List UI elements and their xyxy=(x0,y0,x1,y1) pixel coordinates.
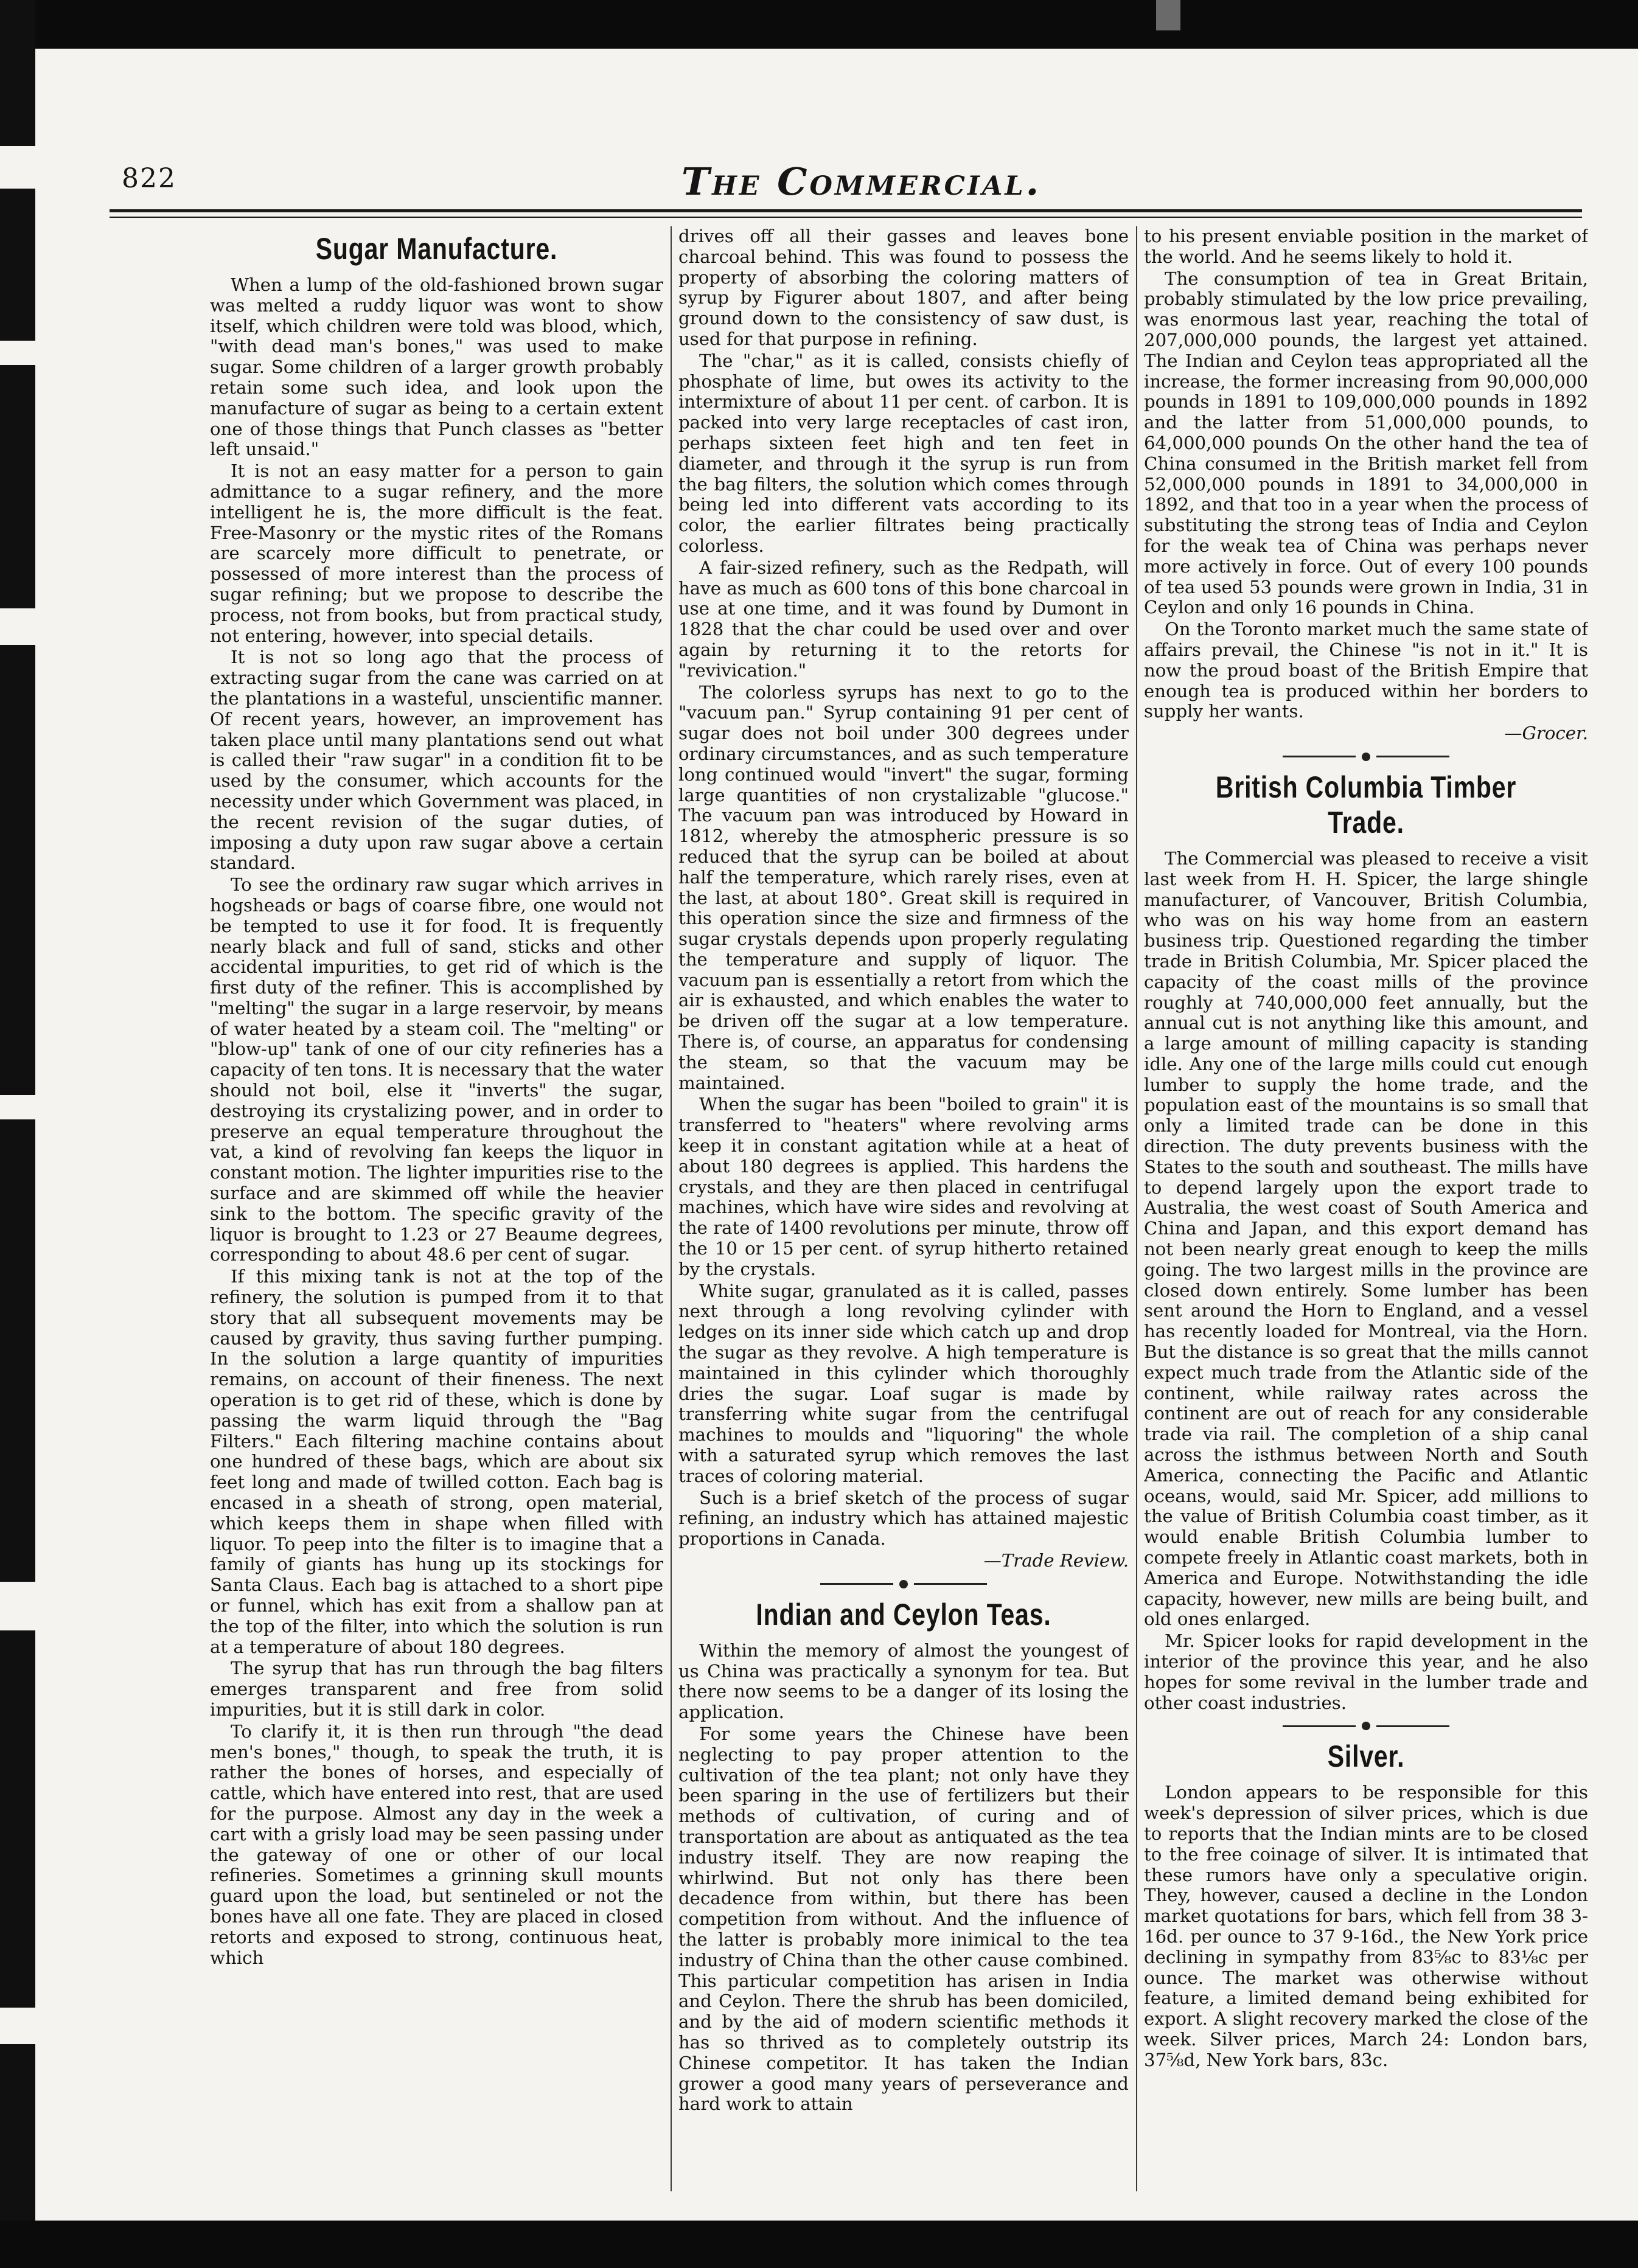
column-3 xyxy=(1144,226,1588,2191)
article-paragraph: The "char," as it is called, consists chiefly of phosphate of lime, but owes its activity to the intermixture of about 11 per cent. of carbon. It is packed into very large receptacles of cast iron, perhaps sixteen feet high and ten feet in diameter, and through it the syrup is run from the bag filters, the solution which comes through being led into different vats according to its color, the earlier filtrates being practically colorless. xyxy=(678,350,1129,556)
article-title: Sugar Manufacture. xyxy=(315,232,558,266)
article-paragraph: On the Toronto market much the same state of affairs prevail, the Chinese "is not in it." It is now the proud boast of the British Empire that enough tea is produced within her borders to supply her wants. xyxy=(1144,619,1588,722)
column-1 xyxy=(210,226,663,2191)
page-number: 822 xyxy=(122,163,176,194)
scan-border-top xyxy=(0,0,1638,49)
article-paragraph: To clarify it, it is then run through "the dead men's bones," though, to speak the truth, it is rather the bones of horses, and especially of cattle, which have entered into rest, that are used for the purpose. Almost any day in the week a cart with a grisly load may be seen passing under the gateway of one or other of our local refineries. Sometimes a grinning skull mounts guard upon the load, but sentineled or not the bones have all one fate. They are placed in closed retorts and exposed to strong, continuous heat, which xyxy=(210,1720,663,1968)
article-paragraph: It is not an easy matter for a person to gain admittance to a sugar refinery, and the more intelligent he is, the more difficult is the feat. Free-Masonry or the mystic rites of the Romans are scarcely more difficult to penetrate, or possessed of more interest than the process of sugar refining; but we propose to describe the process, not from books, but from practical study, not entering, however, into special details. xyxy=(210,461,663,646)
article-paragraph: A fair-sized refinery, such as the Redpath, will have as much as 600 tons of this bone charcoal in use at one time, and it was found by Dumont in 1828 that the char could be used over and over again by returning it to the retorts for "revivication." xyxy=(678,557,1129,681)
header-rule xyxy=(110,209,1582,212)
article-title: British Columbia Timber Trade. xyxy=(1215,770,1517,840)
masthead: The Commercial. xyxy=(681,159,1042,204)
article-paragraph: The syrup that has run through the bag filters emerges transparent and free from solid impurities, but it is still dark in color. xyxy=(210,1658,663,1720)
article-source: —Grocer. xyxy=(1504,723,1588,744)
scan-gap xyxy=(0,1095,35,1119)
scan-border-bottom xyxy=(0,2221,1638,2268)
scan-gap xyxy=(0,2008,35,2044)
article-paragraph: To see the ordinary raw sugar which arrives in hogsheads or bags of coarse fibre, one would not be tempted to use it for food. It is frequently nearly black and full of sand, sticks and other accidental impurities, to get rid of which is the first duty of the refiner. This is accomplished by "melting" the sugar in a large reservoir, by means of water heated by a steam coil. The "melting" or "blow-up" tank of one of our city refineries has a capacity of ten tons. It is necessary that the water should not boil, else it "inverts" the sugar, destroying its crystalizing power, and in order to preserve an equal temperature throughout the vat, a kind of revolving fan keeps the liquor in constant motion. The lighter impurities rise to the surface and are skimmed off while the heavier sink to the bottom. The specific gravity of the liquor is brought to 1.23 or 27 Beaume degrees, corresponding to about 48.6 per cent of sugar. xyxy=(210,874,663,1265)
article-paragraph: drives off all their gasses and leaves bone charcoal behind. This was found to possess the property of absorbing the coloring matters of syrup by Figurer about 1807, and after being ground down to the consistency of saw dust, is used for that purpose in refining. xyxy=(678,226,1129,349)
article-paragraph: London appears to be responsible for this week's depression of silver prices, which is due to reports that the Indian mints are to be closed to the free coinage of silver. It is intimated that these rumors have only a speculative origin. They, however, caused a decline in the London market quotations for bars, which fell from 38 3-16d. per ounce to 37 9-16d., the New York price declining in sympathy from 83⅝c to 83⅛c per ounce. The market was otherwise without feature, a limited demand being exhibited for export. A slight recovery marked the close of the week. Silver prices, March 24: London bars, 37⅝d, New York bars, 83c. xyxy=(1144,1782,1588,2070)
scan-gap xyxy=(0,341,35,365)
section-separator xyxy=(678,1580,1129,1588)
article-paragraph: If this mixing tank is not at the top of the refinery, the solution is pumped from it to that story that all subsequent movements may be caused by gravity, thus saving further pumping. In the solution a large quantity of impurities remains, on account of their fineness. The next operation is to get rid of these, which is done by passing the warm liquid through the "Bag Filters." Each filtering machine contains about one hundred of these bags, which are about six feet long and made of twilled cotton. Each bag is encased in a sheath of strong, open material, which keeps them in shape when filled with liquor. To peep into the filter is to imagine that a family of giants has hung up its stockings for Santa Claus. Each bag is attached to a short pipe or funnel, which has exit from a shallow pan at the top of the filter, into which the solution is run at a temperature of about 180 degrees. xyxy=(210,1266,663,1657)
scan-gap xyxy=(0,146,35,189)
scan-gap xyxy=(0,1582,35,1630)
article-paragraph: The colorless syrups has next to go to the "vacuum pan." Syrup containing 91 per cent of sugar does not boil under 300 degrees under ordinary circumstances, and as such temperature long continued would "invert" the sugar, forming large quantities of non crystalizable "glucose." The vacuum pan was introduced by Howard in 1812, whereby the atmospheric pressure is so reduced that the syrup can be boiled at about half the temperature, which rarely rises, even at the last, at about 180°. Great skill is required in this operation since the size and firmness of the sugar crystals depends upon properly regulating the temperature and supply of liquor. The vacuum pan is essentially a retort from which the air is exhausted, and which enables the water to be driven off the sugar at a low temperature. There is, of course, an apparatus for condensing the steam, so that the vacuum may be maintained. xyxy=(678,681,1129,1093)
article-paragraph: The consumption of tea in Great Britain, probably stimulated by the low price prevailing, was enormous last year, reaching the total of 207,000,000 pounds, the largest yet attained. The Indian and Ceylon teas appropriated all the increase, the former increasing from 90,000,000 pounds in 1891 to 109,000,000 pounds in 1892 and the latter from 51,000,000 pounds, to 64,000,000 pounds On the other hand the tea of China consumed in the British market fell from 52,000,000 pounds in 1891 to 34,000,000 in 1892, and that too in a year when the process of substituting the strong teas of India and Ceylon for the weak tea of China was perhaps never more actively in force. Out of every 100 pounds of tea used 53 pounds were grown in India, 31 in Ceylon and only 16 pounds in China. xyxy=(1144,268,1588,618)
header-rule-thin xyxy=(110,217,1582,218)
article-paragraph: The Commercial was pleased to receive a visit last week from H. H. Spicer, the large shingle manufacturer, of Vancouver, British Columbia, who was on his way home from an eastern business trip. Questioned regarding the timber trade in British Columbia, Mr. Spicer placed the capacity of the coast mills of the province roughly at 740,000,000 feet annually, but the annual cut is not anything like this amount, and a large amount of milling capacity is standing idle. Any one of the large mills could cut enough lumber to supply the home trade, and the population east of the mountains is so small that only a limited trade can be done in this direction. The duty prevents business with the States to the south and southeast. The mills have to depend largely upon the export trade to Australia, the west coast of South America and China and Japan, and this export demand has not been nearly great enough to keep the mills going. The two largest mills in the province are closed down entirely. Some lumber has been sent around the Horn to England, and a vessel has recently loaded for Montreal, via the Horn. But the distance is so great that the mills cannot expect much trade from the Atlantic side of the continent, while railway rates across the continent are out of reach for any considerable trade via rail. The completion of a ship canal across the isthmus between North and South America, connecting the Pacific and Atlantic oceans, would, said Mr. Spicer, add millions to the value of British Columbia coast timber, as it would enable British Columbia lumber to compete freely in Atlantic coast markets, both in America and Europe. Notwithstanding the idle capacity, however, new mills are being built, and old ones enlarged. xyxy=(1144,847,1588,1630)
article-paragraph: It is not so long ago that the process of extracting sugar from the cane was carried on at the plantations in a wasteful, unscientific manner. Of recent years, however, an improvement has taken place until many plantations send out what is called their "raw sugar" in a condition fit to be used by the consumer, which accounts for the necessity under which Government was placed, in the recent revision of the sugar duties, of imposing a duty upon raw sugar above a certain standard. xyxy=(210,647,663,874)
article-paragraph: When a lump of the old-fashioned brown sugar was melted a ruddy liquor was wont to show itself, which children were told was blood, which, "with dead man's bones," was used to make sugar. Some children of a larger growth probably retain some such idea, and look upon the manufacture of sugar as being to a certain extent one of those things that Punch classes as "better left unsaid." xyxy=(210,274,663,460)
article-source: —Trade Review. xyxy=(983,1550,1129,1571)
scan-notch xyxy=(1156,0,1180,30)
scan-border-left xyxy=(0,0,35,2268)
article-title: Silver. xyxy=(1327,1739,1405,1774)
article-paragraph: Such is a brief sketch of the process of sugar refining, an industry which has attained majestic proportions in Canada. xyxy=(678,1487,1129,1550)
article-paragraph: When the sugar has been "boiled to grain" it is transferred to "heaters" where revolving arms keep it in constant agitation while at a heat of about 180 degrees is applied. This hardens the crystals, and they are then placed in centrifugal machines, which have wire sides and revolving at the rate of 1400 revolutions per minute, throw off the 10 or 15 per cent. of syrup hitherto retained by the crystals. xyxy=(678,1094,1129,1279)
column-2 xyxy=(678,226,1129,2191)
article-title: Indian and Ceylon Teas. xyxy=(756,1597,1051,1632)
column-divider xyxy=(671,226,672,2191)
article-paragraph: For some years the Chinese have been neglecting to pay proper attention to the cultivation of the tea plant; not only have they been sparing in the use of fertilizers but their methods of cultivation, of curing and of transportation are about as antiquated as the tea industry itself. They are now reaping the whirlwind. But not only has there been decadence from within, but there has been competition from without. And the influence of the latter is probably more inimical to the tea industry of China than the other cause combined. This particular competition has arisen in India and Ceylon. There the shrub has been domiciled, and by the aid of modern scientific methods it has so thrived as to completely outstrip its Chinese competitor. It has taken the Indian grower a good many years of perseverance and hard work to attain xyxy=(678,1723,1129,2115)
column-divider xyxy=(1136,226,1137,2191)
article-paragraph: to his present enviable position in the market of the world. And he seems likely to hold it. xyxy=(1144,226,1588,267)
article-paragraph: White sugar, granulated as it is called, passes next through a long revolving cylinder with ledges on its inner side which catch up and drop the sugar as they revolve. A high temperature is maintained in this cylinder which thoroughly dries the sugar. Loaf sugar is made by transferring white sugar from the centrifugal machines to moulds and "liquoring" the whole with a saturated syrup which removes the last traces of coloring material. xyxy=(678,1280,1129,1486)
section-separator xyxy=(1144,1722,1588,1730)
article-paragraph: Mr. Spicer looks for rapid development in the interior of the province this year, and he also hopes for some revival in the lumber trade and other coast industries. xyxy=(1144,1630,1588,1713)
scan-gap xyxy=(0,608,35,645)
section-separator xyxy=(1144,753,1588,761)
article-paragraph: Within the memory of almost the youngest of us China was practically a synonym for tea. But there now seems to be a danger of its losing the application. xyxy=(678,1640,1129,1723)
